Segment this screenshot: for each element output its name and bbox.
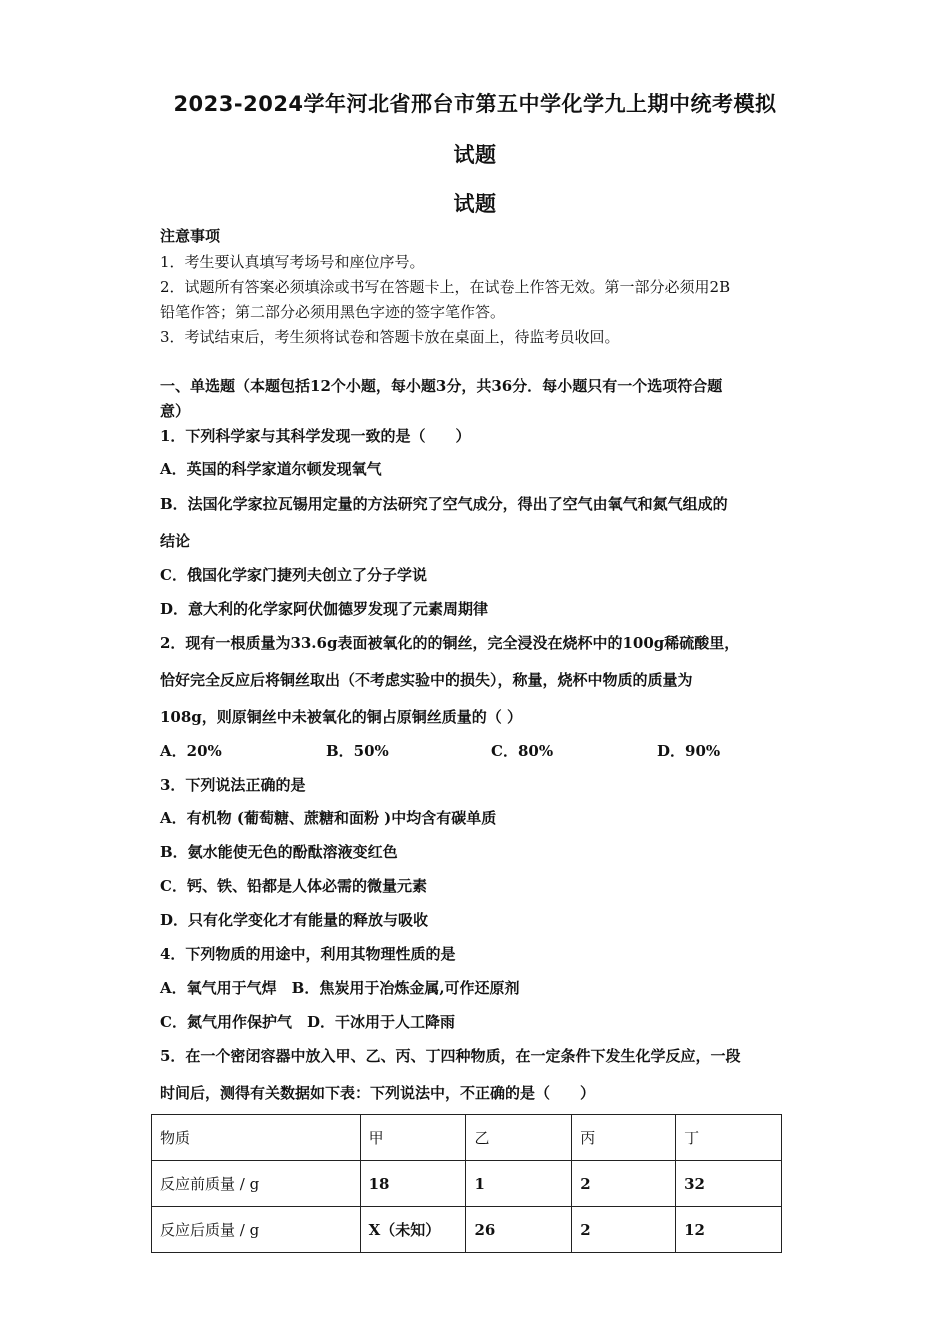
q2-option-a: A．20% bbox=[160, 742, 222, 760]
q1-option-d: D．意大利的化学家阿伏伽德罗发现了元素周期律 bbox=[160, 600, 489, 618]
q3-option-d: D．只有化学变化才有能量的释放与吸收 bbox=[160, 911, 429, 929]
table-row bbox=[152, 1161, 782, 1207]
q3-option-b: B．氨水能使无色的酚酞溶液变红色 bbox=[160, 843, 398, 861]
table-cell: 1 bbox=[466, 1161, 572, 1207]
q2-stem-line-2: 恰好完全反应后将铜丝取出（不考虑实验中的损失），称量，烧杯中物质的质量为 bbox=[160, 671, 693, 689]
q3-option-a: A．有机物 (葡萄糖、蔗糖和面粉 )中均含有碳单质 bbox=[160, 809, 497, 827]
q1-stem: 1．下列科学家与其科学发现一致的是（ ） bbox=[160, 427, 471, 445]
q3-stem: 3．下列说法正确的是 bbox=[160, 776, 306, 794]
q2-option-d: D．90% bbox=[657, 742, 721, 760]
q2-stem-line-1: 2．现有一根质量为33.6g表面被氧化的的铜丝，完全浸没在烧杯中的100g稀硫酸里， bbox=[160, 634, 740, 652]
exam-title-line-1: 2023-2024学年河北省邢台市第五中学化学九上期中统考模拟 bbox=[173, 92, 777, 116]
table-cell: 12 bbox=[676, 1207, 782, 1253]
table-cell: X（未知） bbox=[360, 1207, 466, 1253]
notes-item-3: 3．考试结束后，考生须将试卷和答题卡放在桌面上，待监考员收回。 bbox=[160, 328, 620, 346]
exam-title-line-3: 试题 bbox=[453, 192, 497, 216]
table-row bbox=[152, 1207, 782, 1253]
table-header-cell: 丙 bbox=[572, 1115, 676, 1161]
q2-option-b: B．50% bbox=[326, 742, 389, 760]
table-header-cell: 甲 bbox=[360, 1115, 466, 1161]
section-heading-line-2: 意） bbox=[160, 402, 191, 420]
notes-item-1: 1．考生要认真填写考场号和座位序号。 bbox=[160, 253, 425, 271]
q1-option-b-line-1: B．法国化学家拉瓦锡用定量的方法研究了空气成分，得出了空气由氧气和氮气组成的 bbox=[160, 495, 728, 513]
q5-stem-line-2: 时间后，测得有关数据如下表：下列说法中，不正确的是（ ） bbox=[160, 1084, 596, 1102]
table-cell: 18 bbox=[360, 1161, 466, 1207]
exam-title-line-2: 试题 bbox=[453, 143, 497, 167]
q4-options-c-d: C．氮气用作保护气 D．干冰用于人工降雨 bbox=[160, 1013, 455, 1031]
q1-option-c: C．俄国化学家门捷列夫创立了分子学说 bbox=[160, 566, 427, 584]
q1-option-a: A．英国的科学家道尔顿发现氧气 bbox=[160, 460, 382, 478]
notes-item-2-line-2: 铅笔作答；第二部分必须用黑色字迹的签字笔作答。 bbox=[160, 303, 506, 321]
table-header-cell: 物质 bbox=[152, 1115, 361, 1161]
table-header-cell: 丁 bbox=[676, 1115, 782, 1161]
notes-heading: 注意事项 bbox=[160, 227, 221, 245]
q4-stem: 4．下列物质的用途中，利用其物理性质的是 bbox=[160, 945, 456, 963]
q5-data-table bbox=[151, 1114, 782, 1253]
q3-option-c: C．钙、铁、铅都是人体必需的微量元素 bbox=[160, 877, 427, 895]
notes-item-2-line-1: 2．试题所有答案必须填涂或书写在答题卡上，在试卷上作答无效。第一部分必须用2B bbox=[160, 278, 731, 296]
table-cell: 32 bbox=[676, 1161, 782, 1207]
section-heading-line-1: 一、单选题（本题包括12个小题，每小题3分，共36分．每小题只有一个选项符合题 bbox=[160, 377, 723, 395]
table-header-row bbox=[152, 1115, 782, 1161]
q5-stem-line-1: 5．在一个密闭容器中放入甲、乙、丙、丁四种物质，在一定条件下发生化学反应，一段 bbox=[160, 1047, 741, 1065]
table-header-cell: 乙 bbox=[466, 1115, 572, 1161]
table-cell: 反应后质量 / g bbox=[152, 1207, 361, 1253]
table-cell: 2 bbox=[572, 1207, 676, 1253]
table-cell: 2 bbox=[572, 1161, 676, 1207]
table-cell: 反应前质量 / g bbox=[152, 1161, 361, 1207]
q1-option-b-line-2: 结论 bbox=[160, 532, 191, 550]
q2-option-c: C．80% bbox=[491, 742, 554, 760]
q4-options-a-b: A．氧气用于气焊 B．焦炭用于冶炼金属,可作还原剂 bbox=[160, 979, 520, 997]
q2-stem-line-3: 108g，则原铜丝中未被氧化的铜占原铜丝质量的（ ） bbox=[160, 708, 523, 726]
table-cell: 26 bbox=[466, 1207, 572, 1253]
